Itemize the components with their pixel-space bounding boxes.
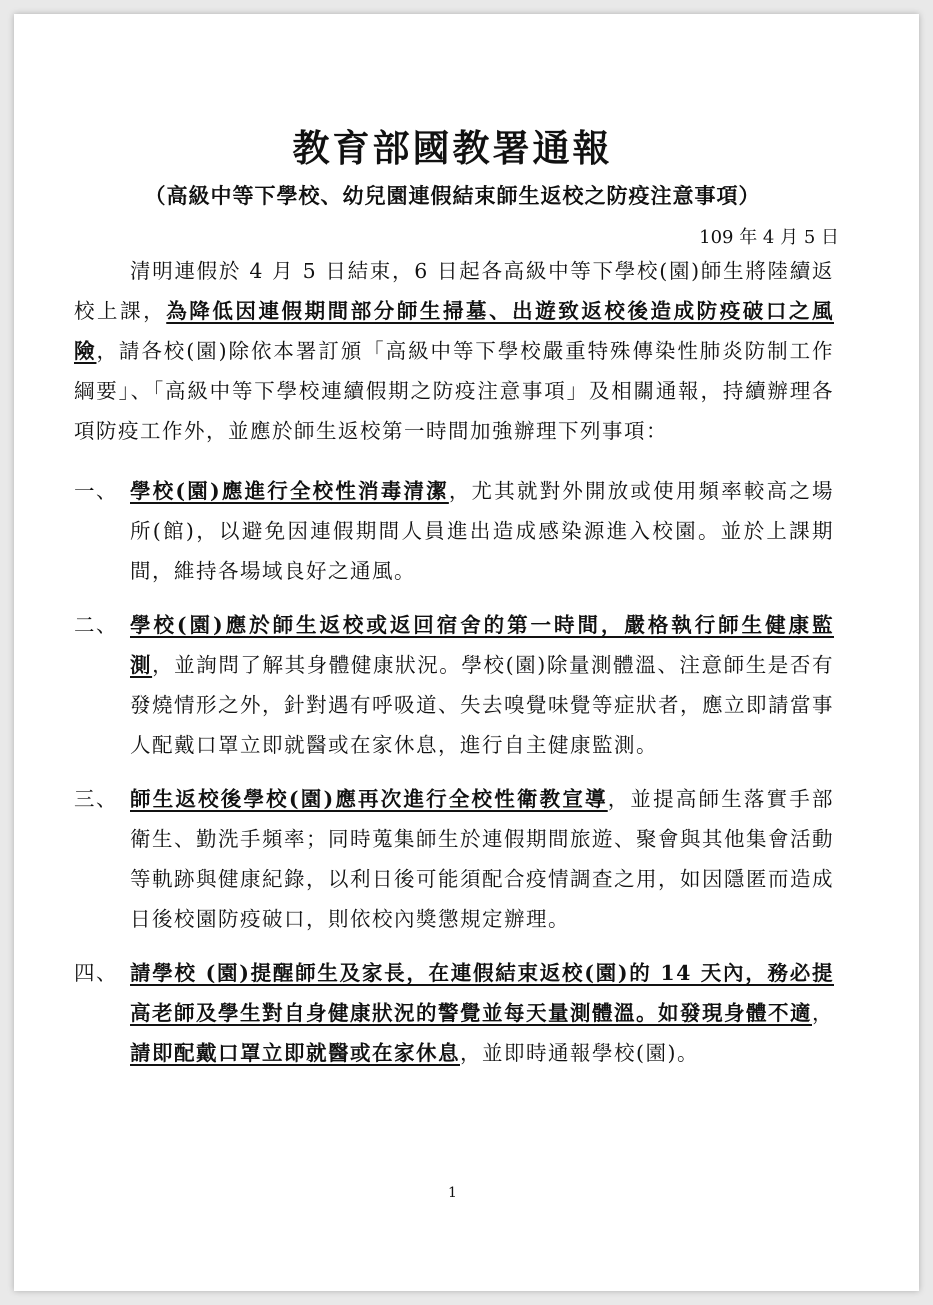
document-subtitle: （高級中等下學校、幼兒園連假結束師生返校之防疫注意事項）: [144, 183, 761, 208]
intro-text: 清明連假於 4 月 5 日結束，6 日起各高級中等下學校(園)師生將陸續返校上課，: [74, 259, 834, 323]
list-item-3: [74, 779, 834, 939]
item-text: ，並即時通報學校(園)。: [460, 1041, 699, 1065]
document-date: 109 年 4 月 5 日: [699, 227, 839, 248]
item-number: 一、: [74, 479, 118, 503]
list-item-1: [74, 471, 834, 591]
list-item-2: [74, 605, 834, 765]
item-number: 二、: [74, 613, 118, 637]
item-emphasis-2: 請即配戴口罩立即就醫或在家休息: [130, 1041, 460, 1065]
document-body: [74, 251, 834, 1073]
item-emphasis: 請學校 (園)提醒師生及家長，在連假結束返校(園)的 14 天內，務必提高老師及學生對自身健康狀況的警覺並每天量測體溫。如發現身體不適: [130, 961, 834, 1025]
page-number: 1: [448, 1185, 457, 1201]
item-emphasis: 師生返校後學校(園)應再次進行全校性衛教宣導: [130, 787, 608, 811]
item-text: ，並提高師生落實手部衛生、勤洗手頻率；同時蒐集師生於連假期間旅遊、聚會與其他集會活動等軌跡與健康紀錄，以利日後可能須配合疫情調查之用，如因隱匿而造成日後校園防疫破口，則依校內獎懲規定辦理。: [130, 787, 835, 931]
item-number: 三、: [74, 787, 118, 811]
item-emphasis: 學校(園)應於師生返校或返回宿舍的第一時間，嚴格執行師生健康監測: [130, 613, 834, 677]
intro-emphasis: 為降低因連假期間部分師生掃墓、出遊致返校後造成防疫破口之風險: [74, 299, 834, 363]
item-number: 四、: [74, 961, 118, 985]
item-text-mid: ，: [812, 1001, 834, 1025]
item-text: ，並詢問了解其身體健康狀況。學校(園)除量測體溫、注意師生是否有發燒情形之外，針對遇有呼吸道、失去嗅覺味覺等症狀者，應立即請當事人配戴口罩立即就醫或在家休息，進行自主健康監測。: [130, 653, 834, 757]
item-emphasis: 學校(園)應進行全校性消毒清潔: [130, 479, 449, 503]
document-title: 教育部國教署通報: [292, 126, 613, 170]
item-text: ，尤其就對外開放或使用頻率較高之場所(館)，以避免因連假期間人員進出造成感染源進入校園。並於上課期間，維持各場域良好之通風。: [130, 479, 835, 583]
intro-text-rest: ，請各校(園)除依本署訂頒「高級中等下學校嚴重特殊傳染性肺炎防制工作綱要」、「高級中等下學校連續假期之防疫注意事項」及相關通報，持續辦理各項防疫工作外，並應於師生返校第一時間加強辦理下列事項：: [74, 339, 835, 443]
intro-paragraph: [74, 251, 834, 451]
list-item-4: [74, 953, 834, 1073]
